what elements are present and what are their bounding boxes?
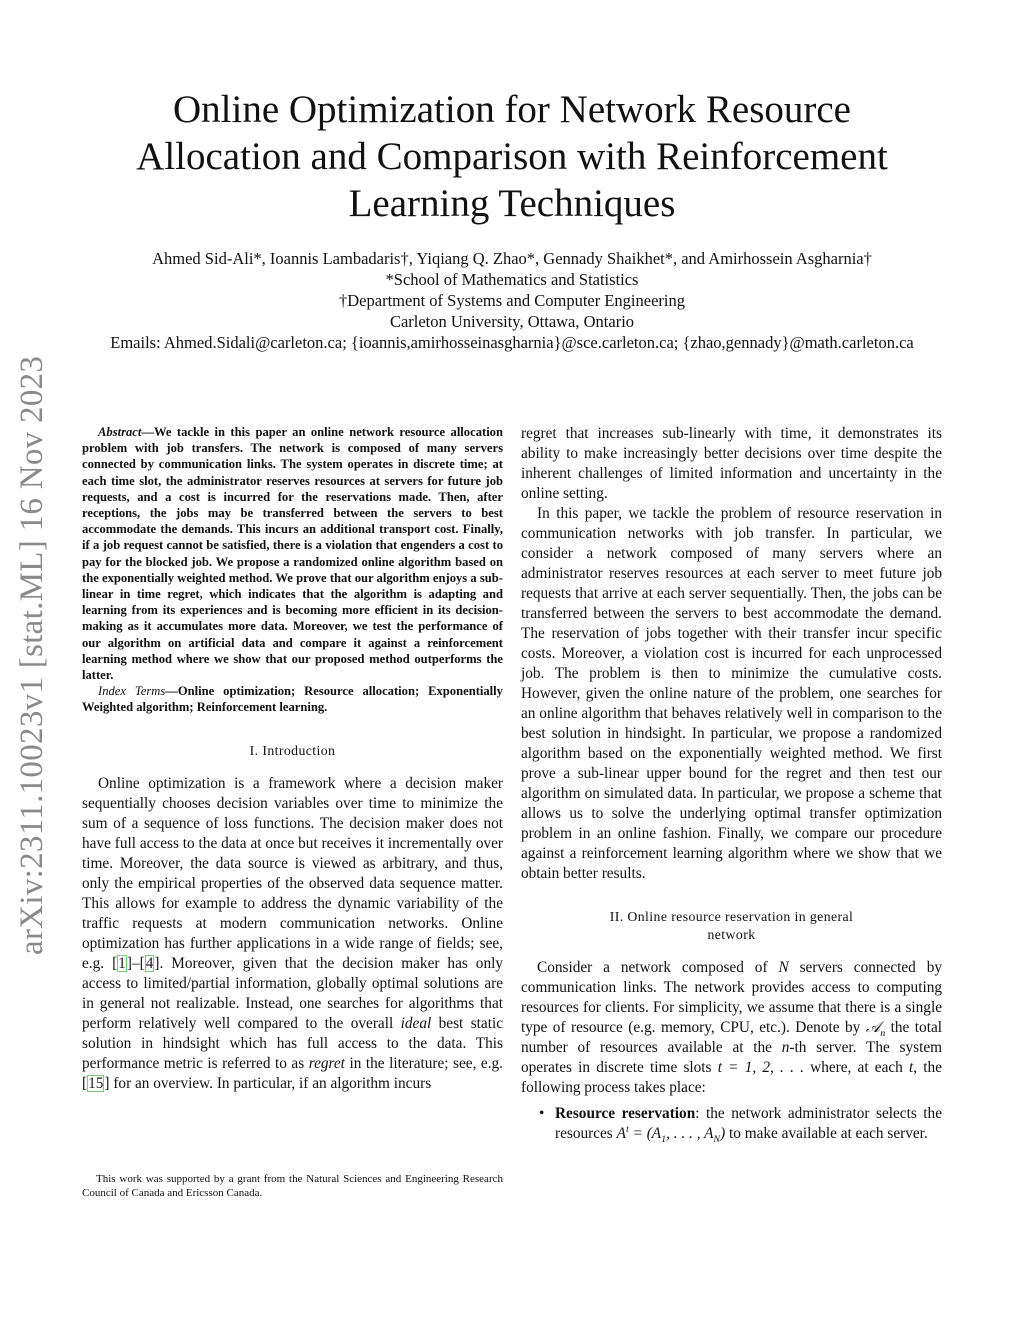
section-heading-online-resource-reservation: [521, 908, 942, 944]
text-run: the total number of resources available at the: [521, 1019, 942, 1056]
text-run: -th server. The system operates in discrete time slots: [521, 1039, 943, 1076]
index-terms-label: Index Terms: [98, 684, 166, 699]
section-heading-line: II. Online resource reservation in general: [609, 909, 854, 924]
text-run: –: [131, 954, 140, 972]
abstract-label: Abstract: [98, 425, 142, 439]
index-terms: [82, 683, 503, 715]
math-expression: , . . . , A: [666, 1125, 714, 1142]
math-symbol: N: [778, 959, 789, 976]
text-run: Consider a network composed of: [537, 959, 779, 976]
paragraph: regret that increases sub-linearly with time, it demonstrates its ability to make increasingly better decisions over time despite the inherent challenges of limited information and uncertainty in the online setting.: [521, 425, 942, 502]
title-line: Learning Techniques: [348, 182, 676, 225]
section-heading-line: network: [707, 927, 756, 942]
math-symbol: n: [781, 1039, 790, 1056]
math-subscript: 1: [661, 1134, 667, 1146]
citation-link[interactable]: 4: [145, 954, 154, 972]
math-expression: t = 1, 2, . . .: [717, 1059, 804, 1076]
title-line: Online Optimization for Network Resource: [173, 88, 851, 131]
paper-title: [60, 86, 964, 227]
right-column: [521, 424, 942, 1144]
arxiv-identifier: arXiv:2311.10023v1 [stat.ML] 16 Nov 2023: [14, 355, 50, 955]
emphasis: regret: [308, 1054, 345, 1072]
emphasis: ideal: [400, 1014, 432, 1032]
math-subscript: n: [880, 1028, 886, 1040]
text-run: , the following process takes place:: [521, 1059, 942, 1096]
title-line: Allocation and Comparison with Reinforcement: [136, 135, 888, 178]
abstract: [82, 424, 503, 683]
affiliation-line: †Department of Systems and Computer Engineering: [339, 291, 685, 310]
text-run: Online optimization is a framework where a decision maker sequentially chooses decision variables over time to minimize the sum of a sequence of loss functions. The decision maker does not have full access to the data at once but receives it incrementally over time. Moreover, the data source is viewed as arbitrary, and thus, only the empirical properties of the observed data sequence matter. This allows for example to address the dynamic variability of the traffic requests at modern communication networks. Online optimization has further applications in a wide range of fields; see, e.g.: [82, 774, 503, 972]
section-heading-introduction: I. Introduction: [249, 742, 336, 758]
math-superscript: t: [625, 1123, 629, 1135]
affiliation-line: Carleton University, Ottawa, Ontario: [389, 312, 635, 331]
emails-line: Emails: Ahmed.Sidali@carleton.ca; {ioannis,amirhosseinasgharnia}@sce.carleton.ca; {zhao,gennady}@math.carleton.ca: [110, 333, 914, 352]
math-symbol: A: [616, 1125, 626, 1142]
author-block: [60, 248, 964, 353]
footnote: This work was supported by a grant from the Natural Sciences and Engineering Research Council of Canada and Ericsson Canada.: [82, 1173, 503, 1199]
paragraph: [521, 958, 942, 1098]
intro-paragraph: Online optimization is a framework where a decision maker sequentially chooses decision variables over time to minimize the sum of a sequence of loss functions. The decision maker does not have full access to the data at once but receives it incrementally over time. Moreover, the data source is viewed as arbitrary, and thus, only the empirical properties of the observed data sequence matter. This allows for example to address the dynamic variability of the traffic requests at modern communication networks. Online optimization has further applications in a wide range of fields; see, e.g. [1]–[4]. Moreover, given that the decision maker has only access to limited/partial information, globally optimal solutions are in general not realizable. Instead, one searches for algorithms that perform relatively well compared to the overall ideal best static solution in hindsight which has full access to the data. This performance metric is referred to as regret in the literature; see, e.g. [15] for an overview. In particular, if an algorithm incurs: [82, 774, 503, 1092]
math-symbol: t: [909, 1059, 914, 1076]
process-list: [521, 1104, 942, 1144]
text-run: : the network administrator selects the resources: [555, 1105, 942, 1142]
math-subscript: N: [713, 1134, 721, 1146]
list-item: [539, 1104, 942, 1146]
index-terms-text: —Online optimization; Resource allocation; Exponentially Weighted algorithm; Reinforcement learning.: [82, 684, 503, 715]
author-list: Ahmed Sid-Ali*, Ioannis Lambadaris†, Yiqiang Q. Zhao*, Gennady Shaikhet*, and Amirhossein Asgharnia†: [152, 249, 872, 268]
math-symbol: 𝒜: [865, 1019, 881, 1036]
text-run: . Moreover, given that the decision maker has only access to limited/partial information, globally optimal solutions are in general not realizable. Instead, one searches for algorithms that perform relatively well compared to the overall: [82, 954, 503, 1032]
bullet-icon: •: [539, 1105, 545, 1122]
abstract-text: —We tackle in this paper an online network resource allocation problem with job transfers. The network is composed of many servers connected by communication links. The system operates in discrete time; at each time slot, the administrator reserves resources at servers for future job requests, and a cost is incurred for the reservations made. Then, after receptions, the jobs may be transferred between the servers to best accommodate the demands. This incurs an additional transport cost. Finally, if a job request cannot be satisfied, there is a violation that engenders a cost to pay for the blocked job. We propose a randomized online algorithm based on the exponentially weighted method. We prove that our algorithm enjoys a sub-linear in time regret, which indicates that the algorithm is adapting and learning from its experiences and is becoming more efficient in its decision-making as it accumulates more data. Moreover, we test the performance of our algorithm on artificial data and compare it against a reinforcement learning method where we show that our proposed method outperforms the latter.: [82, 425, 503, 683]
math-expression: = (A: [628, 1125, 662, 1142]
text-run: where, at each: [803, 1059, 910, 1076]
text-run: to make available at each server.: [725, 1125, 928, 1142]
math-expression: ): [720, 1125, 726, 1142]
paragraph: In this paper, we tackle the problem of resource reservation in communication networks with job transfer. In particular, we consider a network composed of many servers where an administrator reserves resources at each server to meet future job requests that arrive at each server sequentially. Then, the jobs can be transferred between the servers to best accommodate the demand. The reservation of jobs together with their transfer incur specific costs. Moreover, a violation cost is incurred for each unprocessed job. The problem is then to minimize the cumulative costs. However, given the online nature of the problem, one searches for an online algorithm that behaves relatively well in comparison to the best solution in hindsight. In particular, we propose a randomized algorithm based on the exponentially weighted method. We first prove a sub-linear upper bound for the regret and then test our algorithm on simulated data. In particular, we propose a scheme that allows us to solve the underlying optimal transfer optimization problem in an online fashion. Finally, we compare our procedure against a reinforcement learning algorithm where we show that we obtain better results.: [521, 505, 942, 882]
citation-link[interactable]: 1: [118, 954, 126, 972]
list-item-label: Resource reservation: [555, 1105, 696, 1122]
text-run: in the literature; see, e.g.: [344, 1054, 503, 1072]
text-run: servers connected by communication links. The network provides access to computing resources for clients. For simplicity, we assume that there is a single type of resource (e.g. memory, CPU, etc.). Denote by: [521, 959, 942, 1036]
left-column: [82, 424, 503, 1094]
text-run: best static solution in hindsight which has full access to the data. This performance metric is referred to as: [82, 1014, 503, 1072]
affiliation-line: *School of Mathematics and Statistics: [385, 270, 639, 289]
citation-link[interactable]: 15: [88, 1074, 104, 1092]
text-run: for an overview. In particular, if an algorithm incurs: [109, 1074, 432, 1092]
